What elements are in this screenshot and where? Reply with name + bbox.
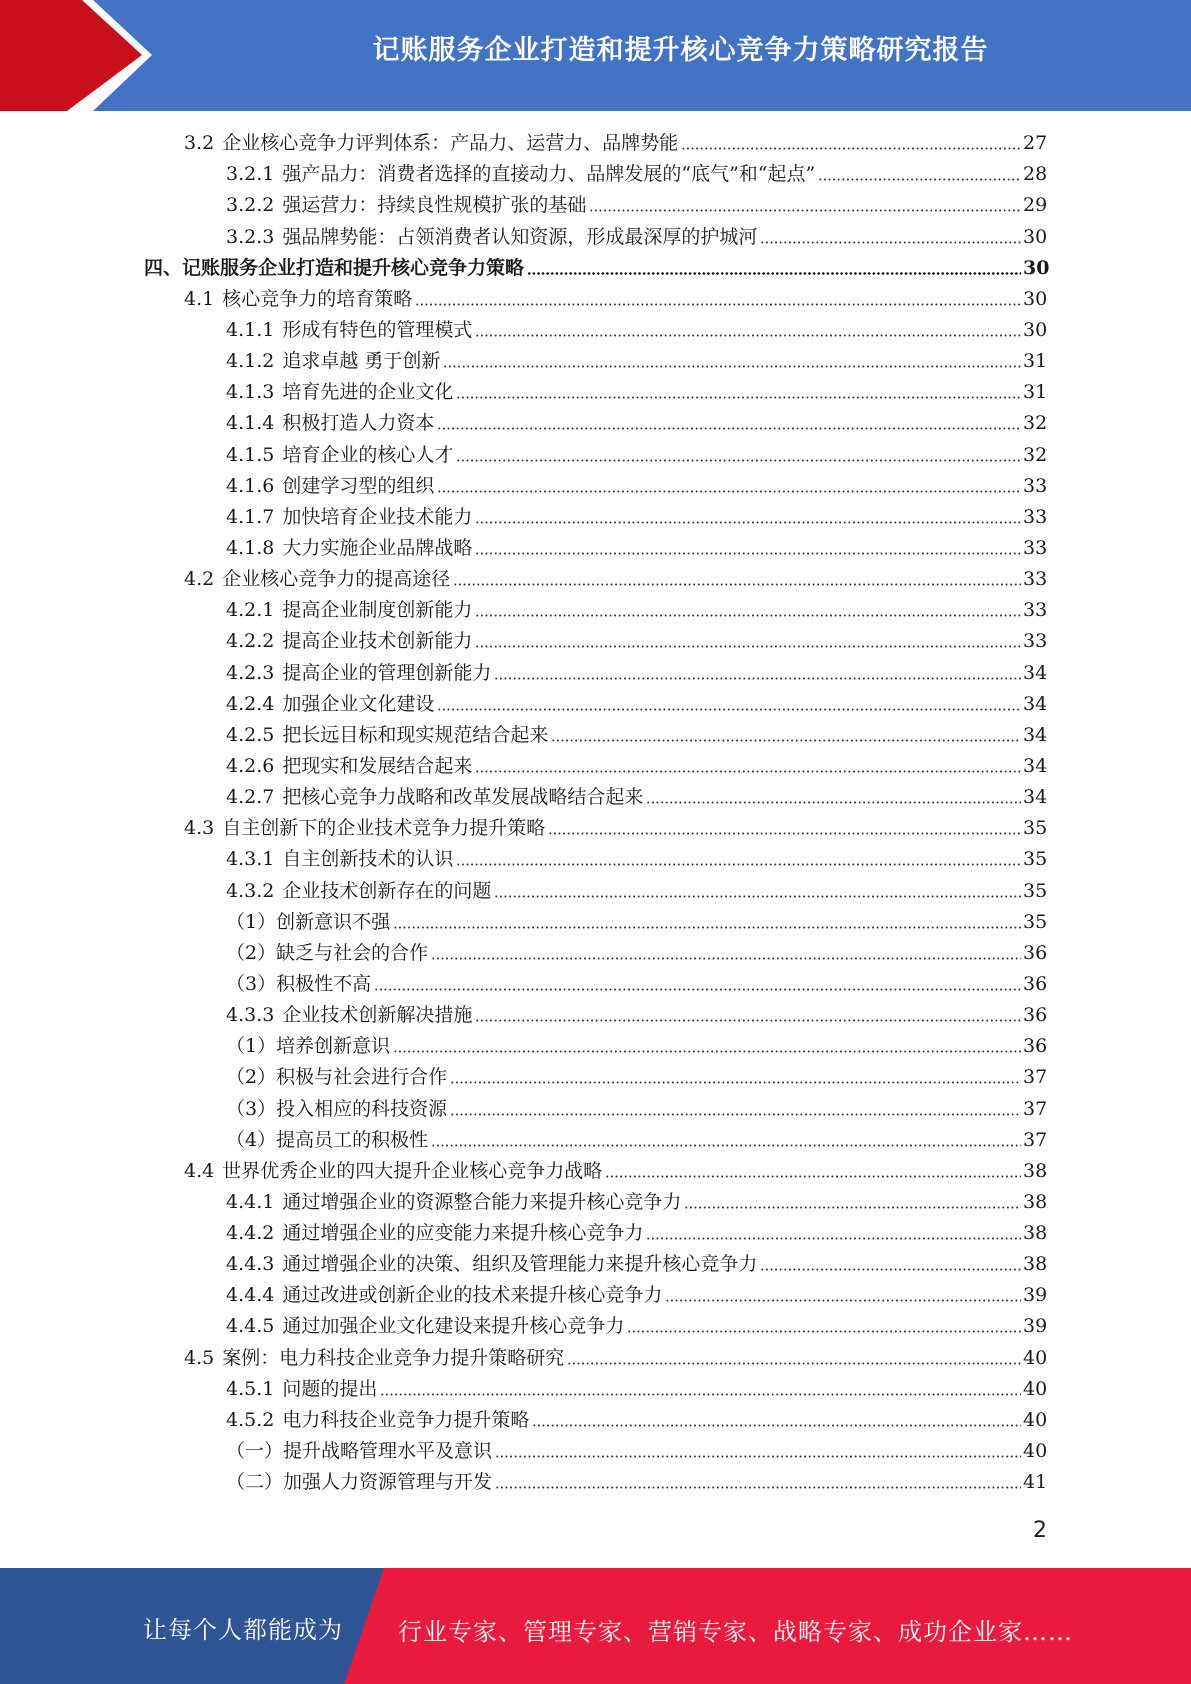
toc-entry-title: 核心竞争力的培育策略: [222, 287, 413, 310]
toc-entry-number: 4.1.7: [226, 505, 275, 528]
toc-entry[interactable]: [0, 1373, 1191, 1404]
toc-entry-page: 40: [1023, 1408, 1048, 1431]
toc-entry-title: （1）培养创新意识: [226, 1035, 391, 1058]
page-footer: [0, 1568, 1191, 1684]
toc-entry-label: [226, 162, 815, 186]
toc-entry-page: 31: [1023, 350, 1048, 373]
toc-entry-number: 4.1.1: [226, 318, 275, 341]
toc-entry-page: 41: [1023, 1471, 1048, 1494]
footer-slogan-right: 行业专家、管理专家、营销专家、战略专家、成功企业家……: [398, 1618, 1073, 1646]
toc-entry-page: 30: [1023, 287, 1048, 310]
toc-entry-label: [226, 1003, 472, 1027]
dot-leader: [684, 1206, 1021, 1209]
toc-entry[interactable]: [0, 781, 1191, 812]
toc-entry[interactable]: [0, 843, 1191, 874]
toc-entry-number: 3.2.3: [226, 225, 275, 248]
toc-entry-page: 40: [1023, 1346, 1048, 1369]
toc-entry-label: [226, 972, 371, 996]
toc-entry[interactable]: [0, 158, 1191, 189]
toc-entry-title: 提高企业的管理创新能力: [282, 661, 492, 684]
toc-entry-number: 4.1.4: [226, 412, 275, 435]
report-title: 记账服务企业打造和提升核心竞争力策略研究报告: [372, 35, 989, 66]
toc-entry-number: 4.4.1: [226, 1190, 275, 1213]
toc-entry[interactable]: [0, 688, 1191, 719]
toc-entry-page: 38: [1023, 1253, 1048, 1276]
toc-entry-page: 33: [1023, 474, 1048, 497]
toc-entry[interactable]: [0, 1435, 1191, 1466]
dot-leader: [415, 303, 1021, 306]
toc-entry-number: 4.1: [184, 287, 215, 310]
toc-entry-page: 32: [1023, 412, 1048, 435]
dot-leader: [393, 926, 1021, 929]
dot-leader: [627, 1330, 1021, 1333]
page-header: [0, 0, 1191, 111]
toc-entry-title: 追求卓越 勇于创新: [282, 350, 441, 373]
toc-entry-number: 4.2.2: [226, 630, 275, 653]
toc-entry-title: 提高企业制度创新能力: [282, 599, 473, 622]
dot-leader: [494, 677, 1021, 680]
dot-leader: [443, 365, 1021, 368]
toc-entry-number: 4.4.2: [226, 1222, 275, 1245]
toc-entry-label: [226, 193, 586, 217]
dot-leader: [475, 614, 1021, 617]
toc-entry-page: 34: [1023, 786, 1048, 809]
toc-entry-number: 4.2.1: [226, 599, 275, 622]
toc-entry-number: 4.2.6: [226, 754, 275, 777]
toc-entry[interactable]: [0, 438, 1191, 469]
toc-entry-label: [226, 1190, 681, 1214]
toc-entry-title: 积极打造人力资本: [282, 412, 435, 435]
toc-entry-title: 加快培育企业技术能力: [282, 505, 473, 528]
dot-leader: [437, 427, 1021, 430]
toc-entry-page: 36: [1023, 941, 1048, 964]
toc-entry-page: 37: [1023, 1128, 1048, 1151]
toc-entry-label: [184, 1159, 602, 1183]
toc-entry-title: （2）积极与社会进行合作: [226, 1066, 448, 1089]
toc-entry-label: [226, 1283, 662, 1307]
dot-leader: [646, 801, 1021, 804]
toc-entry[interactable]: [0, 1155, 1191, 1186]
toc-entry-label: [226, 723, 548, 747]
toc-entry-title: 大力实施企业品牌战略: [282, 536, 473, 559]
toc-entry-page: 39: [1023, 1315, 1048, 1338]
toc-entry-label: [226, 692, 434, 716]
toc-entry-page: 40: [1023, 1440, 1048, 1463]
toc-entry[interactable]: [0, 407, 1191, 438]
toc-entry-page: 27: [1023, 132, 1048, 155]
toc-entry-page: 35: [1023, 848, 1048, 871]
dot-leader: [380, 1393, 1021, 1396]
toc-entry-title: （1）创新意识不强: [226, 910, 391, 933]
dot-leader: [494, 895, 1021, 898]
dot-leader: [818, 178, 1021, 181]
toc-entry[interactable]: [0, 1217, 1191, 1248]
dot-leader: [456, 863, 1021, 866]
dot-leader: [456, 459, 1021, 462]
toc-entry[interactable]: [0, 1466, 1191, 1497]
toc-entry-number: 4.4.4: [226, 1284, 275, 1307]
toc-entry-label: [226, 1128, 428, 1152]
toc-entry-title: 强产品力：消费者选择的直接动力、品牌发展的“底气”和“起点”: [282, 163, 816, 186]
toc-entry-title: 通过增强企业的决策、组织及管理能力来提升核心竞争力: [282, 1253, 758, 1276]
toc-entry-label: [184, 567, 450, 591]
toc-entry-label: [226, 910, 390, 934]
toc-entry-label: [226, 1221, 643, 1245]
toc-entry-label: [226, 380, 453, 404]
toc-entry[interactable]: [0, 1310, 1191, 1341]
toc-entry[interactable]: [0, 345, 1191, 376]
toc-entry-title: 企业核心竞争力的提高途径: [222, 568, 451, 591]
toc-entry-title: 提高企业技术创新能力: [282, 630, 473, 653]
toc-entry-label: [226, 1439, 492, 1463]
toc-entry-title: 自主创新下的企业技术竞争力提升策略: [222, 817, 546, 840]
toc-entry-label: [226, 443, 453, 467]
toc-entry[interactable]: [0, 874, 1191, 905]
toc-entry[interactable]: [0, 937, 1191, 968]
toc-entry-number: 4.3: [184, 817, 215, 840]
toc-entry-page: 33: [1023, 630, 1048, 653]
toc-entry-page: 36: [1023, 972, 1048, 995]
toc-entry[interactable]: [0, 189, 1191, 220]
dot-leader: [475, 770, 1021, 773]
toc-entry-number: 4.3.1: [226, 848, 275, 871]
toc-entry-label: [226, 505, 472, 529]
dot-leader: [450, 1113, 1021, 1116]
toc-entry-number: 4.2.4: [226, 692, 275, 715]
toc-entry-page: 36: [1023, 1004, 1048, 1027]
toc-entry-title: 企业技术创新存在的问题: [282, 879, 492, 902]
dot-leader: [605, 1175, 1021, 1178]
toc-entry-page: 37: [1023, 1097, 1048, 1120]
toc-entry-title: （2）缺乏与社会的合作: [226, 941, 429, 964]
toc-entry[interactable]: [0, 220, 1191, 251]
toc-entry-title: 案例：电力科技企业竞争力提升策略研究: [222, 1346, 565, 1369]
toc-entry-number: 3.2: [184, 132, 215, 155]
toc-entry-label: [226, 1034, 390, 1058]
toc-entry[interactable]: [0, 719, 1191, 750]
toc-entry-title: （一）提升战略管理水平及意识: [226, 1440, 493, 1463]
toc-entry-title: 强品牌势能：占领消费者认知资源，形成最深厚的护城河: [282, 225, 758, 248]
toc-entry-title: 强运营力：持续良性规模扩张的基础: [282, 194, 587, 217]
toc-entry-number: 4.1.2: [226, 350, 275, 373]
toc-entry-page: 34: [1023, 692, 1048, 715]
dot-leader: [646, 1237, 1021, 1240]
toc-entry-label: [226, 411, 434, 435]
toc-entry-page: 33: [1023, 599, 1048, 622]
toc-entry[interactable]: [0, 1404, 1191, 1435]
dot-leader: [551, 739, 1021, 742]
toc-entry-label: [226, 1252, 757, 1276]
toc-entry-label: [226, 1470, 492, 1494]
dot-leader: [450, 1081, 1021, 1084]
toc-entry-title: 企业技术创新解决措施: [282, 1004, 473, 1027]
toc-entry-title: 形成有特色的管理模式: [282, 318, 473, 341]
toc-entry-page: 33: [1023, 505, 1048, 528]
toc-entry-label: [226, 1377, 377, 1401]
toc-entry-label: [184, 816, 545, 840]
dot-leader: [589, 209, 1021, 212]
dot-leader: [760, 1268, 1021, 1271]
dot-leader: [456, 396, 1021, 399]
toc-entry-page: 29: [1023, 194, 1048, 217]
toc-entry[interactable]: [0, 1186, 1191, 1217]
dot-leader: [475, 1019, 1021, 1022]
toc-entry-number: 4.5: [184, 1346, 215, 1369]
dot-leader: [527, 272, 1021, 275]
toc-entry-title: 通过增强企业的应变能力来提升核心竞争力: [282, 1222, 644, 1245]
toc-entry-page: 34: [1023, 754, 1048, 777]
dot-leader: [453, 583, 1021, 586]
dot-leader: [431, 1144, 1021, 1147]
toc-entry-number: 4.3.2: [226, 879, 275, 902]
toc-entry-title: 电力科技企业竞争力提升策略: [282, 1408, 530, 1431]
toc-entry-page: 36: [1023, 1035, 1048, 1058]
toc-entry-label: [226, 349, 440, 373]
toc-entry-label: [226, 536, 472, 560]
dot-leader: [437, 708, 1021, 711]
toc-entry-page: 38: [1023, 1222, 1048, 1245]
table-of-contents: [0, 127, 1191, 1497]
toc-entry-number: 4.4.5: [226, 1315, 275, 1338]
toc-entry-page: 33: [1023, 536, 1048, 559]
toc-entry[interactable]: [0, 1061, 1191, 1092]
dot-leader: [475, 552, 1021, 555]
toc-entry-number: 4.2.7: [226, 786, 275, 809]
toc-entry[interactable]: [0, 1030, 1191, 1061]
toc-entry-title: 培育先进的企业文化: [282, 381, 454, 404]
toc-entry-title: （3）积极性不高: [226, 972, 372, 995]
toc-entry[interactable]: [0, 1248, 1191, 1279]
toc-entry-number: 4.2: [184, 568, 215, 591]
toc-entry-page: 28: [1023, 163, 1048, 186]
toc-entry-number: 4.5.2: [226, 1408, 275, 1431]
dot-leader: [760, 241, 1021, 244]
toc-entry-number: 4.1.6: [226, 474, 275, 497]
toc-entry-number: 4.1.3: [226, 381, 275, 404]
toc-entry[interactable]: [0, 314, 1191, 345]
chevron-red-decoration: [0, 0, 142, 111]
dot-leader: [393, 1050, 1021, 1053]
toc-entry-label: [226, 318, 472, 342]
toc-entry-title: 通过增强企业的资源整合能力来提升核心竞争力: [282, 1190, 682, 1213]
toc-entry-title: 把长远目标和现实规范结合起来: [282, 723, 549, 746]
toc-entry-page: 39: [1023, 1284, 1048, 1307]
toc-entry-page: 31: [1023, 381, 1048, 404]
toc-entry-title: 把核心竞争力战略和改革发展战略结合起来: [282, 786, 644, 809]
toc-entry[interactable]: [0, 1279, 1191, 1310]
toc-entry[interactable]: [0, 1092, 1191, 1123]
toc-entry[interactable]: [0, 1124, 1191, 1155]
toc-entry-label: [226, 661, 491, 685]
toc-entry-number: 4.5.1: [226, 1377, 275, 1400]
dot-leader: [475, 645, 1021, 648]
toc-entry-title: 通过加强企业文化建设来提升核心竞争力: [282, 1315, 625, 1338]
toc-entry[interactable]: [0, 532, 1191, 563]
toc-entry-number: 4.3.3: [226, 1004, 275, 1027]
toc-entry-title: 通过改进或创新企业的技术来提升核心竞争力: [282, 1284, 663, 1307]
toc-entry-number: 4.4.3: [226, 1253, 275, 1276]
toc-entry-title: 四、记账服务企业打造和提升核心竞争力策略: [144, 256, 525, 279]
toc-entry-number: 4.4: [184, 1159, 215, 1182]
toc-entry[interactable]: [0, 625, 1191, 656]
toc-entry[interactable]: [0, 656, 1191, 687]
toc-entry-label: [226, 879, 491, 903]
toc-entry[interactable]: [0, 594, 1191, 625]
toc-entry-title: 创建学习型的组织: [282, 474, 435, 497]
toc-entry-title: 世界优秀企业的四大提升企业核心竞争力战略: [222, 1159, 603, 1182]
toc-entry-title: 把现实和发展结合起来: [282, 754, 473, 777]
dot-leader: [475, 521, 1021, 524]
toc-entry-number: 4.1.5: [226, 443, 275, 466]
toc-entry-page: 35: [1023, 910, 1048, 933]
toc-entry-page: 35: [1023, 817, 1048, 840]
toc-entry-page: 30: [1023, 256, 1050, 279]
toc-entry-number: 3.2.1: [226, 163, 275, 186]
toc-entry-title: 问题的提出: [282, 1377, 378, 1400]
toc-entry-label: [226, 1408, 529, 1432]
toc-entry[interactable]: [0, 127, 1191, 158]
dot-leader: [475, 334, 1021, 337]
toc-entry-title: 培育企业的核心人才: [282, 443, 454, 466]
toc-entry-page: 35: [1023, 879, 1048, 902]
toc-entry-label: [184, 1346, 564, 1370]
toc-entry-page: 38: [1023, 1159, 1048, 1182]
footer-slogan-left: 让每个人都能成为: [143, 1616, 343, 1644]
toc-entry[interactable]: [0, 1341, 1191, 1372]
dot-leader: [532, 1424, 1021, 1427]
toc-entry-label: [144, 256, 524, 280]
toc-entry-page: 38: [1023, 1190, 1048, 1213]
toc-entry-label: [226, 629, 472, 653]
dot-leader: [495, 1455, 1021, 1458]
toc-entry[interactable]: [0, 906, 1191, 937]
toc-entry-label: [184, 131, 678, 155]
toc-entry-number: 4.1.8: [226, 536, 275, 559]
toc-entry-label: [226, 941, 428, 965]
dot-leader: [681, 147, 1021, 150]
toc-entry-label: [226, 225, 757, 249]
toc-entry[interactable]: [0, 501, 1191, 532]
toc-entry-label: [226, 1314, 624, 1338]
toc-entry-label: [226, 598, 472, 622]
toc-entry-title: （二）加强人力资源管理与开发: [226, 1471, 493, 1494]
toc-entry-label: [226, 847, 453, 871]
toc-entry-label: [184, 287, 412, 311]
toc-entry[interactable]: [0, 470, 1191, 501]
toc-entry-page: 32: [1023, 443, 1048, 466]
toc-entry-title: 企业核心竞争力评判体系：产品力、运营力、品牌势能: [222, 132, 679, 155]
toc-entry[interactable]: [0, 563, 1191, 594]
dot-leader: [495, 1486, 1021, 1489]
toc-entry-label: [226, 1097, 447, 1121]
toc-entry[interactable]: [0, 812, 1191, 843]
toc-entry-page: 34: [1023, 723, 1048, 746]
toc-entry-label: [226, 474, 434, 498]
toc-entry-number: 4.2.5: [226, 723, 275, 746]
dot-leader: [374, 988, 1021, 991]
toc-entry[interactable]: [0, 750, 1191, 781]
dot-leader: [431, 957, 1021, 960]
toc-entry-number: 3.2.2: [226, 194, 275, 217]
dot-leader: [437, 490, 1021, 493]
toc-entry[interactable]: [0, 999, 1191, 1030]
toc-entry-page: 30: [1023, 225, 1048, 248]
toc-entry-page: 40: [1023, 1377, 1048, 1400]
toc-entry-title: 自主创新技术的认识: [282, 848, 454, 871]
toc-entry[interactable]: [0, 968, 1191, 999]
toc-entry-label: [226, 1065, 447, 1089]
toc-entry-title: （4）提高员工的积极性: [226, 1128, 429, 1151]
page-number: 2: [1033, 1518, 1047, 1543]
toc-entry-label: [226, 754, 472, 778]
toc-entry-number: 4.2.3: [226, 661, 275, 684]
dot-leader: [665, 1299, 1021, 1302]
toc-entry-title: 加强企业文化建设: [282, 692, 435, 715]
toc-entry[interactable]: [0, 376, 1191, 407]
toc-entry-label: [226, 785, 643, 809]
dot-leader: [567, 1362, 1021, 1365]
toc-entry[interactable]: [0, 283, 1191, 314]
toc-entry-page: 34: [1023, 661, 1048, 684]
toc-entry-page: 30: [1023, 318, 1048, 341]
toc-entry-title: （3）投入相应的科技资源: [226, 1097, 448, 1120]
toc-entry[interactable]: [0, 252, 1191, 283]
dot-leader: [548, 832, 1021, 835]
toc-entry-page: 33: [1023, 568, 1048, 591]
toc-entry-page: 37: [1023, 1066, 1048, 1089]
